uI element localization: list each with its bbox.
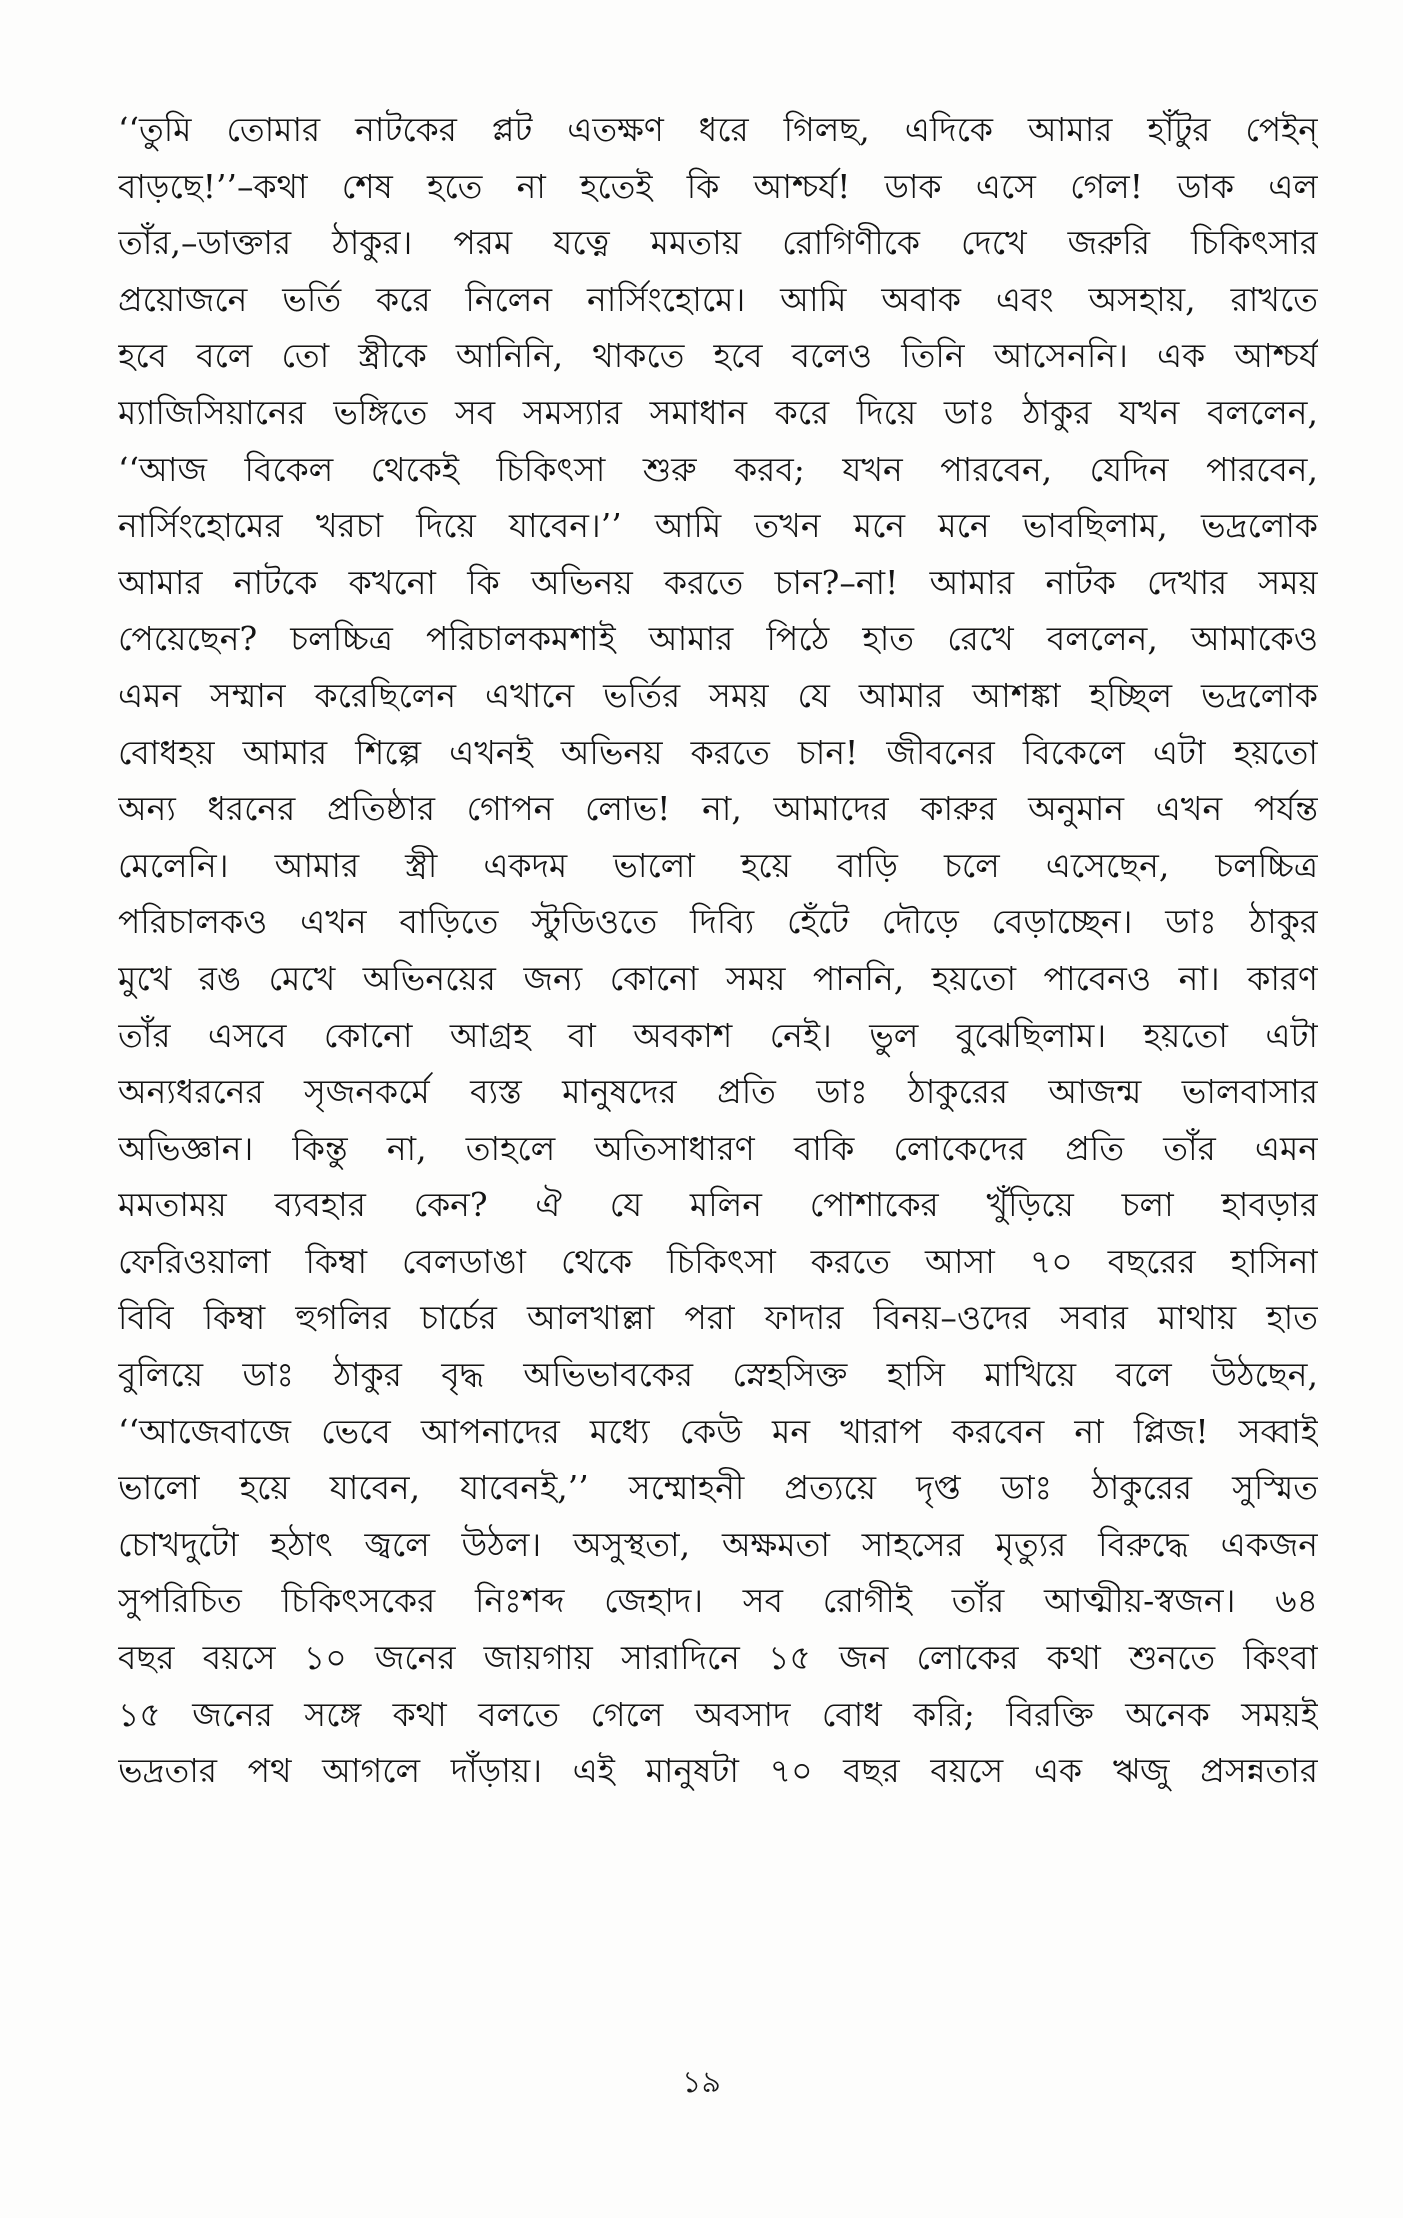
text-line: বছর বয়সে ১০ জনের জায়গায় সারাদিনে ১৫ জন লোকের কথা শুনতে কিংবা (118, 1638, 1318, 1678)
text-line: আমার নাটকে কখনো কি অভিনয় করতে চান?–না! আমার নাটক দেখার সময় (118, 562, 1318, 602)
text-line: তাঁর,–ডাক্তার ঠাকুর। পরম যত্নে মমতায় রোগিণীকে দেখে জরুরি চিকিৎসার (118, 223, 1318, 263)
text-line: অভিজ্ঞান। কিন্তু না, তাহলে অতিসাধারণ বাকি লোকেদের প্রতি তাঁর এমন (118, 1128, 1318, 1168)
text-line: ভদ্রতার পথ আগলে দাঁড়ায়। এই মানুষটা ৭০ বছর বয়সে এক ঋজু প্রসন্নতার (118, 1751, 1318, 1791)
text-line: বোধহয় আমার শিল্পে এখনই অভিনয় করতে চান! জীবনের বিকেলে এটা হয়তো (118, 732, 1318, 772)
text-line: ‘‘আজেবাজে ভেবে আপনাদের মধ্যে কেউ মন খারাপ করবেন না প্লিজ! সব্বাই (118, 1411, 1318, 1451)
text-line: মেলেনি। আমার স্ত্রী একদম ভালো হয়ে বাড়ি চলে এসেছেন, চলচ্চিত্র (118, 845, 1318, 885)
text-line: ‘‘তুমি তোমার নাটকের প্লট এতক্ষণ ধরে গিলছ, এদিকে আমার হাঁটুর পেইন্ (118, 110, 1318, 149)
body-text (118, 102, 1318, 1800)
text-line: পেয়েছেন? চলচ্চিত্র পরিচালকমশাই আমার পিঠে হাত রেখে বললেন, আমাকেও (118, 619, 1318, 659)
text-line: পরিচালকও এখন বাড়িতে স্টুডিওতে দিব্যি হেঁটে দৌড়ে বেড়াচ্ছেন। ডাঃ ঠাকুর (118, 902, 1318, 942)
text-line: হবে বলে তো স্ত্রীকে আনিনি, থাকতে হবে বলেও তিনি আসেননি। এক আশ্চর্য (118, 336, 1318, 376)
text-line: ভালো হয়ে যাবেন, যাবেনই,’’ সম্মোহনী প্রত্যয়ে দৃপ্ত ডাঃ ঠাকুরের সুস্মিত (118, 1468, 1318, 1508)
text-line: মুখে রঙ মেখে অভিনয়ের জন্য কোনো সময় পাননি, হয়তো পাবেনও না। কারণ (118, 958, 1318, 998)
text-line: এমন সম্মান করেছিলেন এখানে ভর্তির সময় যে আমার আশঙ্কা হচ্ছিল ভদ্রলোক (118, 675, 1318, 715)
text-line: বিবি কিম্বা হুগলির চার্চের আলখাল্লা পরা ফাদার বিনয়–ওদের সবার মাথায় হাত (118, 1298, 1318, 1338)
text-line: ম্যাজিসিয়ানের ভঙ্গিতে সব সমস্যার সমাধান করে দিয়ে ডাঃ ঠাকুর যখন বললেন, (118, 392, 1318, 432)
text-line: অন্য ধরনের প্রতিষ্ঠার গোপন লোভ! না, আমাদের কারুর অনুমান এখন পর্যন্ত (118, 789, 1318, 829)
text-line: ১৫ জনের সঙ্গে কথা বলতে গেলে অবসাদ বোধ করি; বিরক্তি অনেক সময়ই (118, 1694, 1318, 1734)
text-line: মমতাময় ব্যবহার কেন? ঐ যে মলিন পোশাকের খুঁড়িয়ে চলা হাবড়ার (118, 1185, 1318, 1225)
text-line: তাঁর এসবে কোনো আগ্রহ বা অবকাশ নেই। ভুল বুঝেছিলাম। হয়তো এটা (118, 1015, 1318, 1055)
text-line: ‘‘আজ বিকেল থেকেই চিকিৎসা শুরু করব; যখন পারবেন, যেদিন পারবেন, (118, 449, 1318, 489)
text-line: বাড়ছে!’’–কথা শেষ হতে না হতেই কি আশ্চর্য! ডাক এসে গেল! ডাক এল (118, 166, 1318, 206)
text-line: বুলিয়ে ডাঃ ঠাকুর বৃদ্ধ অভিভাবকের স্নেহসিক্ত হাসি মাখিয়ে বলে উঠছেন, (118, 1355, 1318, 1395)
text-line: নার্সিংহোমের খরচা দিয়ে যাবেন।’’ আমি তখন মনে মনে ভাবছিলাম, ভদ্রলোক (118, 506, 1318, 546)
page-number: ১৯ (682, 2065, 721, 2100)
text-line: ফেরিওয়ালা কিম্বা বেলডাঙা থেকে চিকিৎসা করতে আসা ৭০ বছরের হাসিনা (118, 1241, 1318, 1281)
text-line: চোখদুটো হঠাৎ জ্বলে উঠল। অসুস্থতা, অক্ষমতা সাহসের মৃত্যুর বিরুদ্ধে একজন (118, 1524, 1318, 1564)
text-line: অন্যধরনের সৃজনকর্মে ব্যস্ত মানুষদের প্রতি ডাঃ ঠাকুরের আজন্ম ভালবাসার (118, 1072, 1318, 1112)
text-line: সুপরিচিত চিকিৎসকের নিঃশব্দ জেহাদ। সব রোগীই তাঁর আত্মীয়-স্বজন। ৬৪ (118, 1581, 1318, 1621)
text-line: প্রয়োজনে ভর্তি করে নিলেন নার্সিংহোমে। আমি অবাক এবং অসহায়, রাখতে (118, 279, 1318, 319)
